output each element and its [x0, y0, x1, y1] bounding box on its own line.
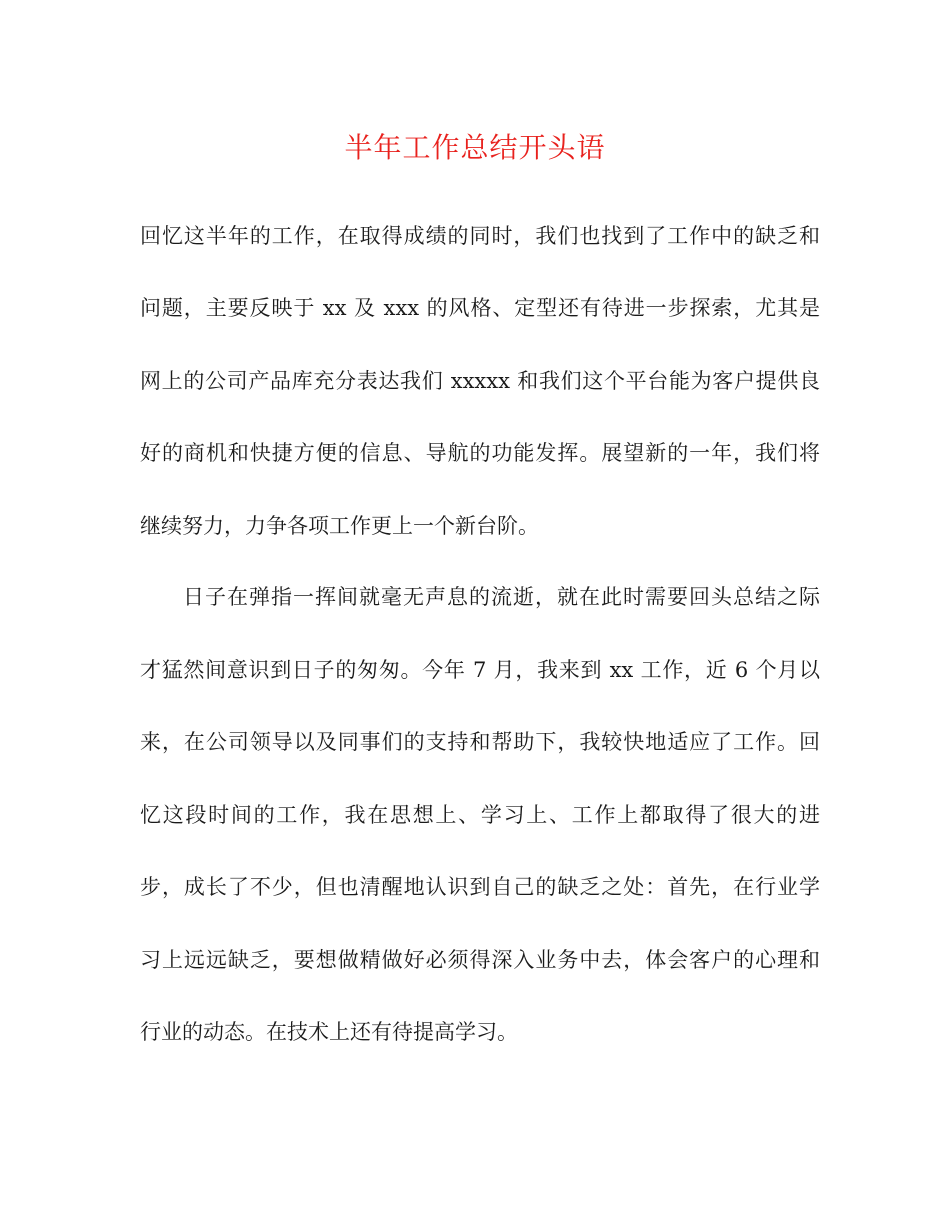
paragraph-line: 步，成长了不少，但也清醒地认识到自己的缺乏之处：首先，在行业学: [140, 875, 820, 899]
paragraph-line: 习上远远缺乏，要想做精做好必须得深入业务中去，体会客户的心理和: [140, 948, 820, 972]
document-title: 半年工作总结开头语: [344, 131, 606, 164]
paragraph-line: 行业的动态。在技术上还有待提高学习。: [140, 1020, 518, 1044]
paragraph-line: 日子在弹指一挥间就毫无声息的流逝，就在此时需要回头总结之际: [183, 585, 820, 609]
paragraph-line: 好的商机和快捷方便的信息、导航的功能发挥。展望新的一年，我们将: [140, 441, 820, 465]
paragraph-line: 来，在公司领导以及同事们的支持和帮助下，我较快地适应了工作。回: [140, 730, 820, 754]
paragraph-line: 问题，主要反映于 xx 及 xxx 的风格、定型还有待进一步探索，尤其是: [140, 296, 820, 320]
paragraph-line: 才猛然间意识到日子的匆匆。今年 7 月，我来到 xx 工作，近 6 个月以: [140, 658, 820, 682]
paragraph-line: 忆这段时间的工作，我在思想上、学习上、工作上都取得了很大的进: [140, 803, 820, 827]
paragraph-line: 回忆这半年的工作，在取得成绩的同时，我们也找到了工作中的缺乏和: [140, 224, 820, 248]
paragraph-line: 网上的公司产品库充分表达我们 xxxxx 和我们这个平台能为客户提供良: [140, 369, 820, 393]
paragraph-line: 继续努力，力争各项工作更上一个新台阶。: [140, 514, 539, 538]
